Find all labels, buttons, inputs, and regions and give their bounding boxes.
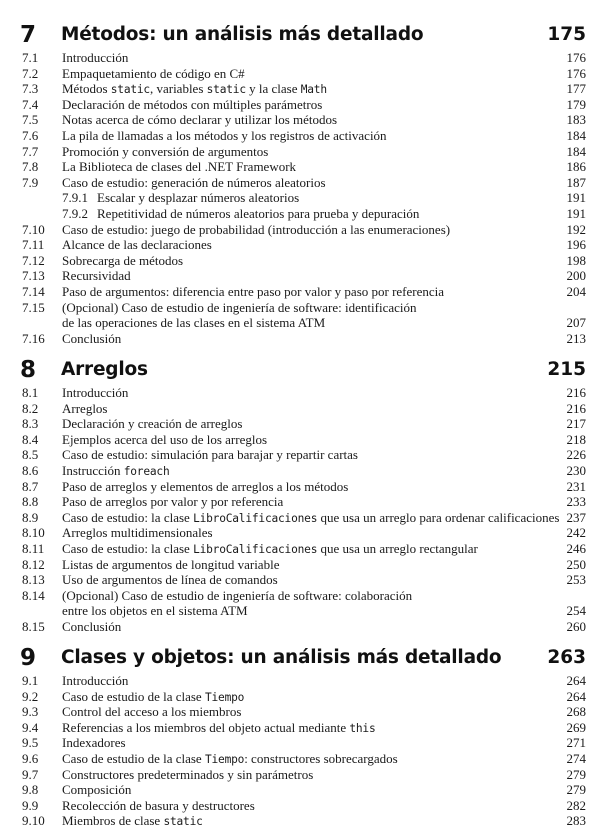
section-title xyxy=(62,416,242,432)
title-text: (Opcional) Caso de estudio de ingeniería de software: identificación xyxy=(62,299,417,315)
section-number: 9.4 xyxy=(22,719,39,735)
section-page: 198 xyxy=(566,252,586,268)
title-text: Referencias a los miembros del objeto actual mediante xyxy=(62,719,350,735)
section-title xyxy=(62,751,398,768)
section-number: 7.9 xyxy=(22,174,39,190)
section-title xyxy=(62,572,278,588)
section-title xyxy=(62,97,322,113)
title-text: Caso de estudio de la clase xyxy=(62,750,205,766)
code-term: LibroCalificaciones xyxy=(193,542,318,556)
code-term: static xyxy=(206,83,246,97)
section-number: 9.1 xyxy=(22,673,39,688)
section-entry xyxy=(0,66,600,82)
chapter-7 xyxy=(0,20,600,346)
section-title xyxy=(62,798,255,814)
chapter-number: 7 xyxy=(20,22,37,48)
section-number: 9.3 xyxy=(22,704,39,720)
code-term: this xyxy=(349,721,376,735)
title-text: Repetitividad de números aleatorios para prueba y depuración xyxy=(97,205,420,221)
section-entry xyxy=(0,97,600,113)
title-text: Declaración y creación de arreglos xyxy=(62,416,243,432)
section-page: 254 xyxy=(566,603,586,619)
section-entry xyxy=(0,751,600,767)
section-number: 7.6 xyxy=(22,127,39,143)
chapter-8 xyxy=(0,355,600,635)
section-title xyxy=(62,447,358,463)
section-title xyxy=(62,557,279,573)
section-title xyxy=(62,81,327,98)
section-title xyxy=(62,50,128,66)
section-title xyxy=(62,673,128,689)
section-entry xyxy=(0,813,600,829)
section-number: 9.8 xyxy=(22,782,39,798)
section-page: 231 xyxy=(566,478,586,494)
title-text: que usa un arreglo para ordenar calificaciones xyxy=(317,509,560,525)
code-term: Math xyxy=(300,83,327,97)
section-entry xyxy=(0,416,600,432)
section-title xyxy=(97,206,419,222)
section-title xyxy=(62,401,108,417)
section-page: 226 xyxy=(566,447,586,463)
section-page: 184 xyxy=(566,143,586,159)
section-entry xyxy=(0,720,600,736)
chapter-heading xyxy=(0,20,600,50)
title-text: Caso de estudio de la clase xyxy=(62,688,205,704)
section-title xyxy=(62,813,203,830)
title-text: Arreglos xyxy=(62,400,108,416)
section-page: 196 xyxy=(566,237,586,253)
section-title xyxy=(62,525,213,541)
code-term: Tiempo xyxy=(204,690,245,704)
section-title xyxy=(62,720,376,737)
section-entry xyxy=(0,494,600,510)
chapter-page: 175 xyxy=(547,24,586,45)
section-page: 282 xyxy=(566,797,586,813)
section-number: 8.9 xyxy=(22,509,39,525)
section-number: 7.10 xyxy=(22,221,45,237)
section-number: 8.15 xyxy=(22,618,45,634)
section-title xyxy=(97,190,299,206)
section-entry xyxy=(0,222,600,238)
section-title xyxy=(62,603,248,619)
section-entry xyxy=(0,447,600,463)
section-entry xyxy=(0,237,600,253)
section-page: 177 xyxy=(566,81,586,97)
title-text: Conclusión xyxy=(62,330,122,346)
chapter-title: Métodos: un análisis más detallado xyxy=(61,24,424,45)
section-number: 8.5 xyxy=(22,447,39,463)
section-title xyxy=(62,588,412,604)
section-title xyxy=(62,315,325,331)
section-page: 264 xyxy=(566,673,586,688)
section-title xyxy=(62,159,296,175)
section-page: 207 xyxy=(566,315,586,331)
title-text: Ejemplos acerca del uso de los arreglos xyxy=(62,431,268,447)
section-page: 216 xyxy=(566,400,586,416)
section-page: 179 xyxy=(566,96,586,112)
section-page: 200 xyxy=(566,268,586,284)
section-page: 242 xyxy=(566,525,586,541)
section-number: 8.3 xyxy=(22,416,39,432)
section-number: 7.16 xyxy=(22,330,45,346)
section-title xyxy=(62,175,326,191)
section-entry xyxy=(0,572,600,588)
chapter-heading xyxy=(0,355,600,385)
section-number: 8.1 xyxy=(22,385,39,400)
section-number: 8.8 xyxy=(22,494,39,510)
section-number: 8.11 xyxy=(22,540,45,556)
section-number: 7.9.1 xyxy=(62,190,88,206)
section-number: 7.9.2 xyxy=(62,205,88,221)
section-page: 218 xyxy=(566,431,586,447)
section-title xyxy=(62,268,131,284)
title-text: Introducción xyxy=(62,385,129,400)
code-term: static xyxy=(110,83,150,97)
section-number: 7.1 xyxy=(22,50,39,65)
section-entry xyxy=(0,144,600,160)
title-text: Conclusión xyxy=(62,618,122,634)
section-entry xyxy=(0,112,600,128)
section-number: 9.2 xyxy=(22,688,39,704)
section-entry xyxy=(0,81,600,97)
section-title xyxy=(62,331,121,347)
section-number: 7.7 xyxy=(22,143,39,159)
title-text: Instrucción xyxy=(62,462,124,478)
section-entry xyxy=(0,268,600,284)
title-text: Composición xyxy=(62,782,132,798)
title-text: Notas acerca de cómo declarar y utilizar los métodos xyxy=(62,112,338,128)
section-list xyxy=(0,385,600,635)
section-entry-continuation xyxy=(0,603,600,619)
section-title xyxy=(62,112,337,128)
section-entry xyxy=(0,159,600,175)
chapter-title: Clases y objetos: un análisis más detallado xyxy=(61,647,502,668)
section-entry xyxy=(0,385,600,401)
section-page: 176 xyxy=(566,50,586,65)
section-number: 8.14 xyxy=(22,587,45,603)
section-number: 9.10 xyxy=(22,813,45,829)
section-number: 7.8 xyxy=(22,159,39,175)
title-text: Empaquetamiento de código en C# xyxy=(62,65,245,81)
title-text: Listas de argumentos de longitud variable xyxy=(62,556,280,572)
section-number: 7.5 xyxy=(22,112,39,128)
section-entry xyxy=(0,401,600,417)
section-number: 7.2 xyxy=(22,65,39,81)
section-number: 7.15 xyxy=(22,299,45,315)
title-text: Sobrecarga de métodos xyxy=(62,252,184,268)
title-text: Control del acceso a los miembros xyxy=(62,704,242,720)
section-title xyxy=(62,144,268,160)
section-entry xyxy=(0,432,600,448)
section-title xyxy=(62,767,313,783)
section-page: 191 xyxy=(566,190,586,206)
subsection-entry xyxy=(0,206,600,222)
section-title xyxy=(62,704,241,720)
title-text: Uso de argumentos de línea de comandos xyxy=(62,572,278,588)
section-entry xyxy=(0,175,600,191)
section-title xyxy=(62,689,244,706)
section-page: 274 xyxy=(566,750,586,766)
section-entry xyxy=(0,767,600,783)
title-text: Arreglos multidimensionales xyxy=(62,525,213,541)
section-entry xyxy=(0,704,600,720)
title-text: (Opcional) Caso de estudio de ingeniería de software: colaboración xyxy=(62,587,413,603)
title-text: Introducción xyxy=(62,673,129,688)
title-text: Declaración de métodos con múltiples parámetros xyxy=(62,96,323,112)
title-text: Escalar y desplazar números aleatorios xyxy=(97,190,300,206)
section-title xyxy=(62,128,387,144)
section-page: 191 xyxy=(566,205,586,221)
section-entry xyxy=(0,673,600,689)
section-title xyxy=(62,619,121,635)
title-text: Paso de arreglos y elementos de arreglos a los métodos xyxy=(62,478,349,494)
chapter-page: 215 xyxy=(547,359,586,380)
title-text: Recolección de basura y destructores xyxy=(62,797,255,813)
section-title xyxy=(62,541,478,558)
section-page: 246 xyxy=(566,540,586,556)
section-number: 8.12 xyxy=(22,556,45,572)
section-number: 8.7 xyxy=(22,478,39,494)
section-number: 8.6 xyxy=(22,462,39,478)
title-text: , variables xyxy=(149,81,207,97)
section-title xyxy=(62,463,169,480)
section-page: 271 xyxy=(566,735,586,751)
section-title xyxy=(62,735,126,751)
section-page: 176 xyxy=(566,65,586,81)
section-title xyxy=(62,300,417,316)
section-title xyxy=(62,222,450,238)
section-entry-continuation xyxy=(0,315,600,331)
title-text: y la clase xyxy=(245,81,301,97)
section-entry xyxy=(0,782,600,798)
title-text: La Biblioteca de clases del .NET Framework xyxy=(62,159,297,175)
title-text: Paso de arreglos por valor y por referencia xyxy=(62,494,284,510)
section-title xyxy=(62,385,128,401)
section-page: 217 xyxy=(566,416,586,432)
section-page: 269 xyxy=(566,719,586,735)
section-entry xyxy=(0,479,600,495)
section-entry xyxy=(0,588,600,604)
section-page: 233 xyxy=(566,494,586,510)
title-text: Caso de estudio: la clase xyxy=(62,509,194,525)
title-text: Caso de estudio: juego de probabilidad (introducción a las enumeraciones) xyxy=(62,221,451,237)
title-text: Constructores predeterminados y sin parámetros xyxy=(62,766,314,782)
title-text: Caso de estudio: generación de números aleatorios xyxy=(62,174,326,190)
section-page: 260 xyxy=(566,618,586,634)
section-list xyxy=(0,673,600,829)
title-text: Miembros de clase xyxy=(62,813,164,829)
title-text: Caso de estudio: la clase xyxy=(62,540,194,556)
title-text: Recursividad xyxy=(62,268,131,284)
section-entry xyxy=(0,525,600,541)
section-list xyxy=(0,50,600,346)
section-number: 8.13 xyxy=(22,572,45,588)
section-number: 7.12 xyxy=(22,252,45,268)
code-term: static xyxy=(163,815,203,829)
section-entry xyxy=(0,331,600,347)
section-page: 184 xyxy=(566,127,586,143)
subsection-entry xyxy=(0,190,600,206)
section-title xyxy=(62,479,348,495)
section-title xyxy=(62,284,444,300)
section-page: 279 xyxy=(566,782,586,798)
section-entry xyxy=(0,253,600,269)
section-page: 268 xyxy=(566,704,586,720)
section-page: 213 xyxy=(566,330,586,346)
section-number: 8.4 xyxy=(22,431,39,447)
section-page: 283 xyxy=(566,813,586,829)
code-term: LibroCalificaciones xyxy=(193,511,318,525)
chapter-9 xyxy=(0,643,600,829)
title-text: Caso de estudio: simulación para barajar y repartir cartas xyxy=(62,447,358,463)
section-number: 7.13 xyxy=(22,268,45,284)
section-entry xyxy=(0,689,600,705)
section-title xyxy=(62,432,267,448)
section-page: 253 xyxy=(566,572,586,588)
section-number: 9.7 xyxy=(22,766,39,782)
section-title xyxy=(62,237,212,253)
title-text: La pila de llamadas a los métodos y los registros de activación xyxy=(62,127,387,143)
chapter-title: Arreglos xyxy=(61,359,148,380)
section-entry xyxy=(0,50,600,66)
section-entry xyxy=(0,735,600,751)
section-number: 9.6 xyxy=(22,750,39,766)
section-number: 7.3 xyxy=(22,81,39,97)
title-text: que usa un arreglo rectangular xyxy=(317,540,478,556)
title-text: Promoción y conversión de argumentos xyxy=(62,143,269,159)
chapter-heading xyxy=(0,643,600,673)
title-text: Indexadores xyxy=(62,735,126,751)
section-number: 9.9 xyxy=(22,797,39,813)
chapter-page: 263 xyxy=(547,647,586,668)
title-text: Alcance de las declaraciones xyxy=(62,237,212,253)
section-page: 204 xyxy=(566,283,586,299)
section-number: 8.2 xyxy=(22,400,39,416)
section-number: 9.5 xyxy=(22,735,39,751)
section-entry xyxy=(0,128,600,144)
section-entry xyxy=(0,463,600,479)
section-page: 230 xyxy=(566,462,586,478)
section-entry xyxy=(0,300,600,316)
code-term: foreach xyxy=(123,464,170,478)
section-number: 7.11 xyxy=(22,237,45,253)
section-page: 183 xyxy=(566,112,586,128)
section-page: 216 xyxy=(566,385,586,400)
section-entry xyxy=(0,557,600,573)
section-page: 192 xyxy=(566,221,586,237)
section-title xyxy=(62,494,283,510)
section-entry xyxy=(0,541,600,557)
section-number: 7.4 xyxy=(22,96,39,112)
section-title xyxy=(62,782,131,798)
section-page: 237 xyxy=(566,509,586,525)
section-page: 186 xyxy=(566,159,586,175)
code-term: Tiempo xyxy=(204,752,245,766)
title-text: de las operaciones de las clases en el sistema ATM xyxy=(62,315,326,331)
chapter-number: 9 xyxy=(20,645,37,671)
section-number: 7.14 xyxy=(22,283,45,299)
section-title xyxy=(62,253,183,269)
section-title xyxy=(62,510,559,527)
section-page: 279 xyxy=(566,766,586,782)
title-text: entre los objetos en el sistema ATM xyxy=(62,603,248,619)
title-text: Introducción xyxy=(62,50,129,65)
section-number: 8.10 xyxy=(22,525,45,541)
title-text: : constructores sobrecargados xyxy=(244,750,398,766)
title-text: Métodos xyxy=(62,81,111,97)
section-entry xyxy=(0,619,600,635)
chapter-number: 8 xyxy=(20,357,37,383)
title-text: Paso de argumentos: diferencia entre paso por valor y paso por referencia xyxy=(62,283,445,299)
section-page: 250 xyxy=(566,556,586,572)
section-page: 187 xyxy=(566,174,586,190)
section-page: 264 xyxy=(566,688,586,704)
section-entry xyxy=(0,510,600,526)
section-title xyxy=(62,66,245,82)
section-entry xyxy=(0,798,600,814)
section-entry xyxy=(0,284,600,300)
